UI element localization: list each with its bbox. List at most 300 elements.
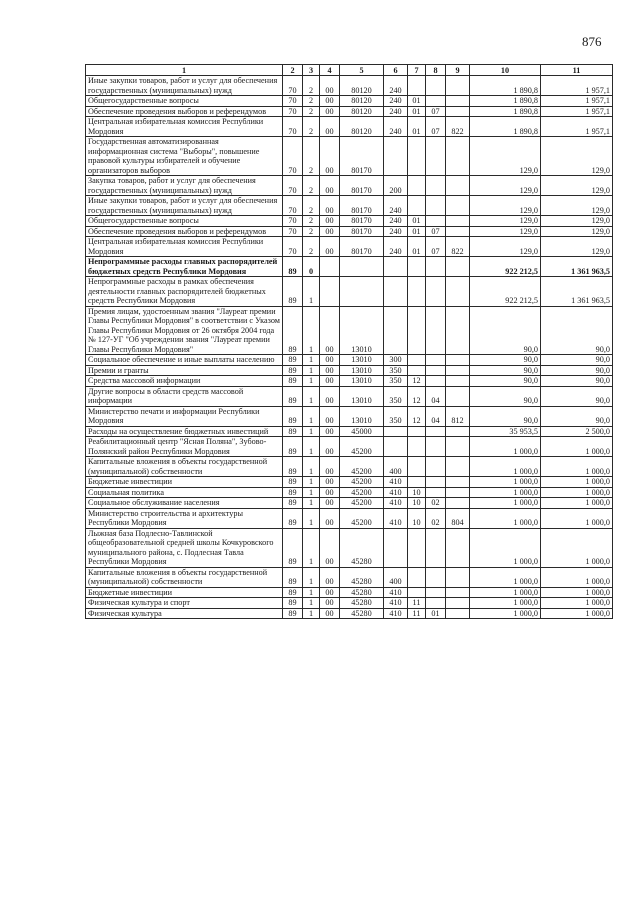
amount-cell: 1 361 963,5 [541,277,613,307]
code-cell: 200 [384,176,408,196]
code-cell: 300 [384,355,408,366]
table-row [86,457,613,477]
code-cell: 00 [320,598,340,609]
column-header: 3 [303,65,320,76]
code-cell: 2 [303,226,320,237]
code-cell: 13010 [340,306,384,355]
table-row [86,508,613,528]
code-cell: 07 [426,117,446,137]
amount-cell: 1 000,0 [470,477,541,488]
code-cell: 45280 [340,598,384,609]
code-cell [408,365,426,376]
table-row [86,355,613,366]
amount-cell: 90,0 [470,306,541,355]
code-cell: 70 [283,76,303,96]
row-name-cell: Министерство строительства и архитектуры Республики Мордовия [86,508,283,528]
row-name-cell: Лыжная база Подлесно-Тавлинской общеобразовательной средней школы Кочкуровского муниципального района, с. Подлесная Тавла Республики Мордовия [86,528,283,567]
code-cell: 12 [408,406,426,426]
code-cell [408,457,426,477]
code-cell [408,277,426,307]
table-row [86,76,613,96]
column-header: 9 [446,65,470,76]
code-cell: 89 [283,365,303,376]
code-cell: 1 [303,567,320,587]
code-cell: 00 [320,508,340,528]
code-cell: 00 [320,608,340,619]
code-cell: 1 [303,426,320,437]
code-cell [426,598,446,609]
amount-cell: 129,0 [541,137,613,176]
amount-cell: 90,0 [541,355,613,366]
code-cell: 70 [283,106,303,117]
code-cell: 07 [426,237,446,257]
code-cell: 2 [303,106,320,117]
amount-cell: 90,0 [470,355,541,366]
code-cell: 45200 [340,508,384,528]
code-cell: 00 [320,406,340,426]
code-cell: 89 [283,306,303,355]
code-cell: 410 [384,608,408,619]
code-cell: 89 [283,257,303,277]
code-cell: 1 [303,608,320,619]
code-cell: 80120 [340,76,384,96]
code-cell [446,365,470,376]
code-cell [426,176,446,196]
amount-cell: 1 890,8 [470,96,541,107]
code-cell: 1 [303,457,320,477]
code-cell [446,426,470,437]
code-cell: 00 [320,96,340,107]
table-row [86,426,613,437]
code-cell: 45280 [340,587,384,598]
row-name-cell: Премии и гранты [86,365,283,376]
amount-cell: 1 000,0 [470,457,541,477]
row-name-cell: Центральная избирательная комиссия Республики Мордовия [86,237,283,257]
code-cell: 13010 [340,406,384,426]
code-cell [446,137,470,176]
code-cell: 2 [303,117,320,137]
code-cell: 00 [320,528,340,567]
code-cell: 01 [408,117,426,137]
code-cell: 1 [303,477,320,488]
code-cell: 80170 [340,237,384,257]
row-name-cell: Социальное обслуживание населения [86,498,283,509]
row-name-cell: Физическая культура и спорт [86,598,283,609]
code-cell: 812 [446,406,470,426]
code-cell [426,528,446,567]
code-cell: 89 [283,355,303,366]
column-header: 11 [541,65,613,76]
code-cell: 240 [384,196,408,216]
amount-cell: 1 000,0 [541,528,613,567]
code-cell [408,567,426,587]
code-cell: 1 [303,508,320,528]
amount-cell: 129,0 [470,216,541,227]
amount-cell: 1 000,0 [541,457,613,477]
table-row [86,106,613,117]
code-cell: 00 [320,587,340,598]
code-cell: 45280 [340,567,384,587]
code-cell: 1 [303,365,320,376]
code-cell: 70 [283,96,303,107]
amount-cell: 922 212,5 [470,277,541,307]
amount-cell: 90,0 [541,386,613,406]
code-cell: 1 [303,528,320,567]
amount-cell: 90,0 [541,306,613,355]
amount-cell: 1 000,0 [470,487,541,498]
code-cell: 89 [283,487,303,498]
code-cell: 80120 [340,96,384,107]
code-cell: 70 [283,117,303,137]
code-cell: 80170 [340,216,384,227]
code-cell: 2 [303,237,320,257]
code-cell: 12 [408,386,426,406]
amount-cell: 129,0 [541,237,613,257]
code-cell [384,437,408,457]
table-row [86,226,613,237]
code-cell: 10 [408,498,426,509]
amount-cell: 1 000,0 [470,528,541,567]
code-cell [446,457,470,477]
amount-cell: 1 000,0 [470,608,541,619]
table-row [86,406,613,426]
row-name-cell: Государственная автоматизированная информационная система "Выборы", повышение правовой культуры избирателей и обучение организаторов выборов [86,137,283,176]
code-cell [426,567,446,587]
table-row [86,306,613,355]
code-cell [446,216,470,227]
code-cell: 45200 [340,487,384,498]
code-cell [426,216,446,227]
code-cell: 45200 [340,498,384,509]
code-cell [426,477,446,488]
code-cell: 00 [320,386,340,406]
code-cell [446,498,470,509]
code-cell: 00 [320,216,340,227]
code-cell: 80170 [340,176,384,196]
code-cell: 0 [303,257,320,277]
code-cell: 07 [426,226,446,237]
code-cell: 11 [408,598,426,609]
code-cell: 11 [408,608,426,619]
code-cell [426,365,446,376]
code-cell [446,567,470,587]
code-cell: 2 [303,216,320,227]
amount-cell: 129,0 [470,226,541,237]
amount-cell: 1 000,0 [541,437,613,457]
code-cell: 400 [384,457,408,477]
amount-cell: 1 890,8 [470,76,541,96]
code-cell [320,277,340,307]
code-cell [384,306,408,355]
code-cell: 89 [283,457,303,477]
code-cell: 02 [426,508,446,528]
code-cell: 45000 [340,426,384,437]
amount-cell: 1 361 963,5 [541,257,613,277]
table-row [86,257,613,277]
code-cell [446,437,470,457]
code-cell: 410 [384,498,408,509]
code-cell: 410 [384,487,408,498]
code-cell: 2 [303,196,320,216]
code-cell: 01 [408,106,426,117]
code-cell [446,76,470,96]
code-cell [446,587,470,598]
table-row [86,117,613,137]
code-cell [446,528,470,567]
table-row [86,376,613,387]
code-cell: 240 [384,117,408,137]
code-cell: 2 [303,176,320,196]
column-header: 7 [408,65,426,76]
row-name-cell: Иные закупки товаров, работ и услуг для обеспечения государственных (муниципальных) нужд [86,196,283,216]
code-cell: 01 [408,216,426,227]
row-name-cell: Капитальные вложения в объекты государственной (муниципальной) собственности [86,567,283,587]
amount-cell: 1 000,0 [541,487,613,498]
amount-cell: 90,0 [470,386,541,406]
code-cell [446,487,470,498]
table-row [86,587,613,598]
code-cell: 00 [320,567,340,587]
code-cell: 00 [320,176,340,196]
code-cell: 1 [303,376,320,387]
code-cell: 45200 [340,437,384,457]
table-row [86,365,613,376]
code-cell [446,477,470,488]
code-cell [446,598,470,609]
code-cell: 89 [283,598,303,609]
code-cell: 240 [384,226,408,237]
code-cell: 02 [426,498,446,509]
amount-cell: 1 000,0 [541,587,613,598]
code-cell: 822 [446,117,470,137]
amount-cell: 922 212,5 [470,257,541,277]
code-cell: 89 [283,587,303,598]
code-cell: 240 [384,76,408,96]
row-name-cell: Центральная избирательная комиссия Республики Мордовия [86,117,283,137]
code-cell: 01 [408,237,426,257]
amount-cell: 1 957,1 [541,117,613,137]
table-row [86,477,613,488]
code-cell: 240 [384,237,408,257]
amount-cell: 1 000,0 [541,477,613,488]
table-row [86,237,613,257]
code-cell: 13010 [340,386,384,406]
code-cell: 70 [283,226,303,237]
code-cell [408,587,426,598]
row-name-cell: Средства массовой информации [86,376,283,387]
code-cell: 10 [408,508,426,528]
column-header: 4 [320,65,340,76]
amount-cell: 1 000,0 [541,567,613,587]
amount-cell: 1 000,0 [470,567,541,587]
code-cell: 410 [384,508,408,528]
code-cell [426,437,446,457]
code-cell: 45280 [340,608,384,619]
table-row [86,598,613,609]
amount-cell: 129,0 [470,237,541,257]
row-name-cell: Премия лицам, удостоенным звания "Лауреат премии Главы Республики Мордовия" в соответствии с Указом Главы Республики Мордовия от 26 октября 2004 года № 127-УГ "Об учреждении звания "Лауреат премии Главы Республики Мордовия" [86,306,283,355]
code-cell [446,96,470,107]
table-row [86,176,613,196]
code-cell: 410 [384,587,408,598]
code-cell [446,306,470,355]
amount-cell: 90,0 [470,365,541,376]
code-cell: 45200 [340,477,384,488]
code-cell: 89 [283,376,303,387]
amount-cell: 90,0 [541,376,613,387]
code-cell [446,277,470,307]
code-cell: 00 [320,437,340,457]
code-cell: 00 [320,498,340,509]
code-cell [384,277,408,307]
code-cell: 89 [283,386,303,406]
code-cell [408,355,426,366]
row-name-cell: Обеспечение проведения выборов и референдумов [86,226,283,237]
code-cell: 89 [283,437,303,457]
amount-cell: 129,0 [470,176,541,196]
code-cell: 2 [303,96,320,107]
table-row [86,96,613,107]
code-cell [426,196,446,216]
code-cell: 1 [303,306,320,355]
code-cell: 1 [303,487,320,498]
code-cell: 00 [320,76,340,96]
code-cell [446,608,470,619]
amount-cell: 129,0 [541,226,613,237]
code-cell: 00 [320,226,340,237]
code-cell: 2 [303,137,320,176]
code-cell [446,376,470,387]
code-cell [384,426,408,437]
code-cell: 00 [320,196,340,216]
code-cell [408,528,426,567]
code-cell [446,196,470,216]
budget-table [85,64,613,619]
code-cell: 350 [384,406,408,426]
amount-cell: 129,0 [541,196,613,216]
code-cell: 13010 [340,365,384,376]
table-row [86,216,613,227]
code-cell: 350 [384,365,408,376]
code-cell: 00 [320,457,340,477]
code-cell: 00 [320,376,340,387]
row-name-cell: Физическая культура [86,608,283,619]
row-name-cell: Иные закупки товаров, работ и услуг для обеспечения государственных (муниципальных) нужд [86,76,283,96]
table-row [86,386,613,406]
amount-cell: 1 000,0 [470,587,541,598]
amount-cell: 1 000,0 [470,437,541,457]
table-row [86,277,613,307]
amount-cell: 1 000,0 [470,508,541,528]
row-name-cell: Общегосударственные вопросы [86,216,283,227]
code-cell [446,226,470,237]
row-name-cell: Реабилитационный центр "Ясная Поляна", Зубово-Полянский район Республики Мордовия [86,437,283,457]
code-cell: 00 [320,477,340,488]
code-cell [426,76,446,96]
code-cell: 13010 [340,355,384,366]
amount-cell: 1 957,1 [541,96,613,107]
code-cell [426,457,446,477]
code-cell: 00 [320,137,340,176]
code-cell: 70 [283,196,303,216]
code-cell [384,528,408,567]
code-cell: 89 [283,508,303,528]
code-cell: 00 [320,355,340,366]
code-cell: 350 [384,376,408,387]
code-cell: 80120 [340,106,384,117]
code-cell: 70 [283,137,303,176]
code-cell: 1 [303,355,320,366]
code-cell [426,355,446,366]
amount-cell: 129,0 [470,196,541,216]
row-name-cell: Капитальные вложения в объекты государственной (муниципальной) собственности [86,457,283,477]
row-name-cell: Непрограммные расходы главных распорядителей бюджетных средств Республики Мордовия [86,257,283,277]
amount-cell: 90,0 [541,365,613,376]
column-header: 1 [86,65,283,76]
code-cell: 12 [408,376,426,387]
code-cell: 240 [384,216,408,227]
code-cell [426,426,446,437]
code-cell: 822 [446,237,470,257]
code-cell [340,277,384,307]
column-header: 10 [470,65,541,76]
code-cell: 00 [320,117,340,137]
table-row [86,608,613,619]
code-cell [384,137,408,176]
code-cell: 00 [320,426,340,437]
code-cell [426,587,446,598]
code-cell [408,306,426,355]
code-cell: 80170 [340,226,384,237]
code-cell [426,257,446,277]
code-cell: 80120 [340,117,384,137]
row-name-cell: Закупка товаров, работ и услуг для обеспечения государственных (муниципальных) нужд [86,176,283,196]
code-cell: 1 [303,498,320,509]
code-cell: 00 [320,106,340,117]
amount-cell: 1 957,1 [541,76,613,96]
column-header: 8 [426,65,446,76]
code-cell [408,76,426,96]
amount-cell: 1 890,8 [470,106,541,117]
code-cell [426,277,446,307]
code-cell: 70 [283,237,303,257]
code-cell [320,257,340,277]
code-cell: 410 [384,477,408,488]
code-cell [340,257,384,277]
code-cell: 00 [320,365,340,376]
row-name-cell: Обеспечение проведения выборов и референдумов [86,106,283,117]
code-cell: 89 [283,567,303,587]
code-cell [446,386,470,406]
row-name-cell: Социальная политика [86,487,283,498]
code-cell: 410 [384,598,408,609]
code-cell: 1 [303,386,320,406]
amount-cell: 1 000,0 [470,598,541,609]
code-cell [408,477,426,488]
code-cell: 00 [320,487,340,498]
code-cell: 1 [303,277,320,307]
row-name-cell: Социальное обеспечение и иные выплаты населению [86,355,283,366]
amount-cell: 2 500,0 [541,426,613,437]
amount-cell: 1 000,0 [470,498,541,509]
code-cell: 350 [384,386,408,406]
code-cell [446,176,470,196]
code-cell: 400 [384,567,408,587]
code-cell: 89 [283,426,303,437]
code-cell [426,376,446,387]
code-cell: 89 [283,498,303,509]
code-cell [408,257,426,277]
